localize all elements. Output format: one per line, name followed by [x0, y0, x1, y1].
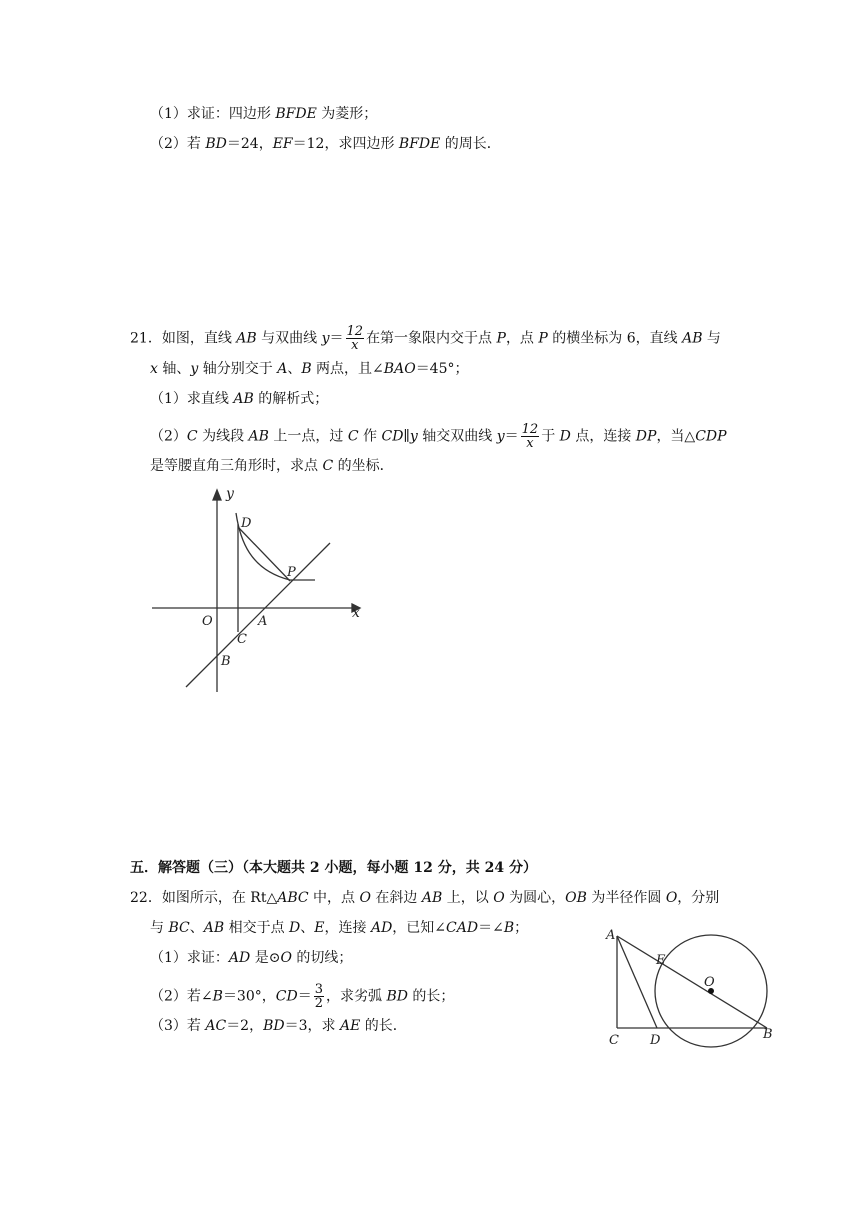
q22-line1: 22．如图所示，在 Rt△ABC 中，点 O 在斜边 AB 上，以 O 为圆心，OB 为半径作圆 O，分别	[130, 890, 720, 906]
q22-figure	[600, 922, 785, 1052]
q20-part2: （2）若 BD＝24，EF＝12，求四边形 BFDE 的周长．	[150, 136, 501, 152]
label-c: C	[237, 632, 247, 647]
fraction-3-over-2: $\frac{3}{2}$	[314, 982, 323, 1011]
q20-part1: （1）求证：四边形 BFDE 为菱形；	[150, 106, 378, 122]
label-b: B	[221, 654, 231, 669]
label-o: O	[704, 975, 715, 990]
label-d: D	[241, 516, 252, 531]
label-e: E	[656, 953, 666, 968]
q21-part2-cont: 是等腰直角三角形时，求点 C 的坐标．	[150, 458, 394, 474]
label-b: B	[763, 1027, 773, 1042]
segment-ad	[617, 936, 657, 1028]
fraction-12-over-x: $\frac{12}{x}$	[346, 324, 364, 353]
label-a: A	[258, 614, 268, 629]
label-y: y	[226, 486, 234, 502]
q21-part2: （2）C 为线段 AB 上一点，过 C 作 CD∥y 轴交双曲线 y＝ $\frac{12}{x}$ 于 D 点，连接 DP，当△CDP	[150, 422, 727, 451]
fraction-12-over-x: $\frac{12}{x}$	[521, 422, 539, 451]
q22-line2: 与 BC、AB 相交于点 D、E，连接 AD，已知∠CAD＝∠B；	[150, 920, 529, 936]
segment-dp	[238, 527, 290, 581]
q21-figure	[140, 480, 380, 695]
q21-line2: x 轴、y 轴分别交于 A、B 两点，且∠BAO＝45°；	[150, 361, 469, 377]
section-5-title: 五．解答题（三）（本大题共 2 小题，每小题 12 分，共 24 分）	[130, 860, 537, 876]
label-a: A	[606, 928, 616, 943]
label-d: D	[650, 1033, 661, 1048]
label-o: O	[202, 614, 213, 629]
y-axis-arrow	[213, 490, 221, 500]
label-x: x	[352, 605, 360, 621]
q22-part3: （3）若 AC＝2，BD＝3，求 AE 的长．	[150, 1018, 407, 1034]
label-c: C	[609, 1033, 619, 1048]
q22-part1: （1）求证：AD 是⊙O 的切线；	[150, 950, 353, 966]
q22-part2: （2）若∠B＝30°，CD＝ $\frac{3}{2}$ ，求劣弧 BD 的长；	[150, 982, 455, 1011]
segment-ab	[617, 936, 767, 1028]
label-p: P	[287, 565, 296, 580]
q21-line1: 21．如图，直线 AB 与双曲线 y＝ $\frac{12}{x}$ 在第一象限内交于点 P，点 P 的横坐标为 6，直线 AB 与	[130, 324, 721, 353]
q21-part1: （1）求直线 AB 的解析式；	[150, 391, 329, 407]
